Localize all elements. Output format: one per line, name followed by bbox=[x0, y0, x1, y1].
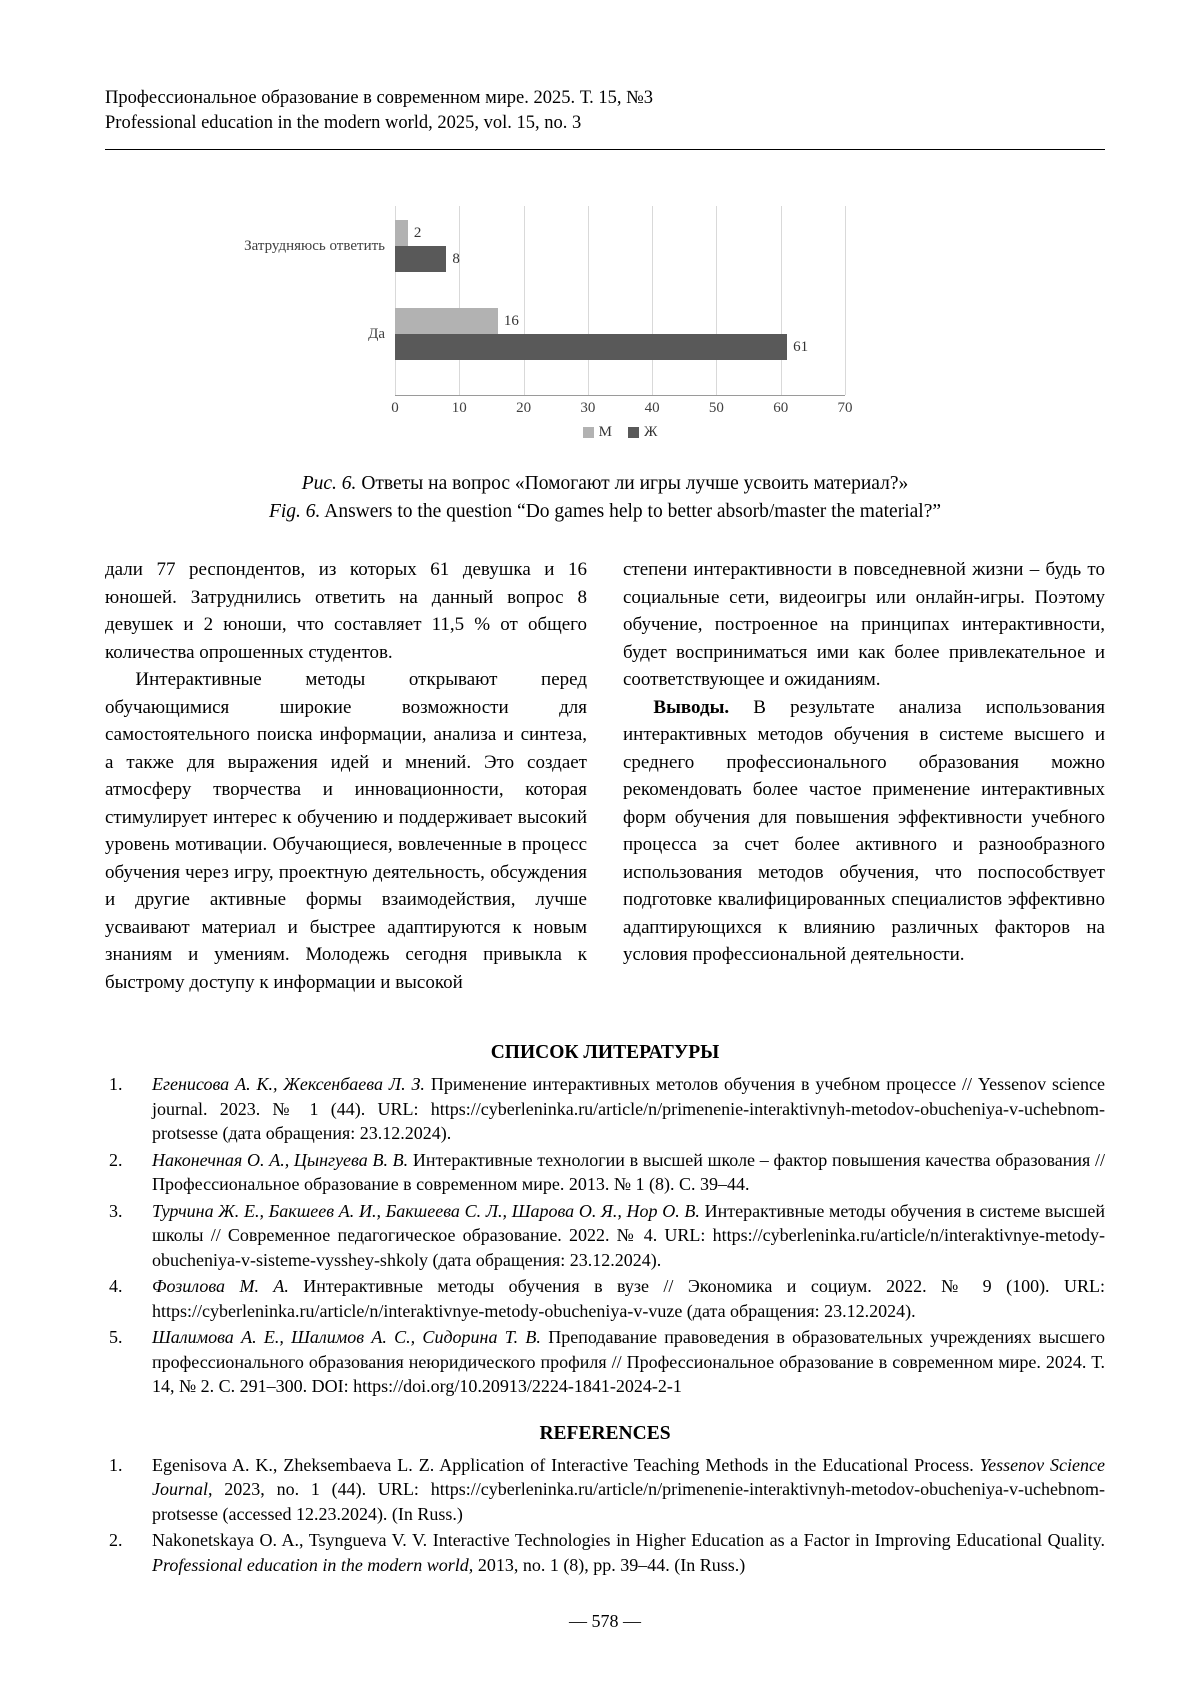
x-tick-label: 70 bbox=[837, 400, 853, 416]
paragraph: дали 77 респондентов, из которых 61 девушка и 16 юношей. Затруднились ответить на данный вопрос 8 девушек и 2 юноши, что составляет 11,5 % от общего количества опрошенных студентов. bbox=[105, 559, 587, 663]
reference-authors: Фозилова М. А. bbox=[152, 1276, 289, 1296]
reference-journal: Professional education in the modern world, bbox=[152, 1554, 474, 1575]
reference-authors: Турчина Ж. Е., Бакшеев А. И., Бакшеева С. Л., Шарова О. Я., Нор О. В. bbox=[152, 1200, 700, 1221]
reference-authors: Наконечная О. А., Цынгуева В. В. bbox=[152, 1149, 409, 1170]
reference-item bbox=[105, 1528, 1105, 1577]
bar-value-label: 2 bbox=[413, 225, 422, 241]
category-label: Затрудняюсь ответить bbox=[244, 237, 385, 254]
paragraph-conclusions: Выводы. В результате анализа использования интерактивных методов обучения в системе высшего и среднего профессионального образования можно рекомендовать более частое применение интерактивных форм обучения для повышения эффективности учебного процесса за счет более активного и разнообразного использования методов обучения, что поспособствует подготовке квалифицированных специалистов эффективно адаптирующихся к влиянию различных факторов на условия профессиональной деятельности. bbox=[623, 696, 1105, 965]
reference-number: 1. bbox=[109, 1074, 123, 1094]
reference-number: 1. bbox=[109, 1454, 123, 1475]
reference-text: Егенисова А. К., Жексенбаева Л. З. Применение интерактивных метолов обучения в учебном процессе // Yessenov science journal. 2023. № 1 (44). URL: https://cyberleninka.ru/article/n/primenenie-interaktivnyh-metodov-obucheniya-v-uchebnom-protsesse (дата обращения: 23.12.2024). bbox=[152, 1074, 1105, 1143]
reference-authors: Егенисова А. К., Жексенбаева Л. З. bbox=[152, 1074, 425, 1094]
chart-legend bbox=[395, 420, 845, 444]
reference-text: Турчина Ж. Е., Бакшеев А. И., Бакшеева С. Л., Шарова О. Я., Нор О. В. Интерактивные методы обучения в системе высшей школы // Современное педагогическое образование. 2022. № 4. URL: https://cyberleninka.ru/article/n/interaktivnye-metody-obucheniya-v-sisteme-vysshey-shkoly (дата обращения: 23.12.2024). bbox=[152, 1200, 1105, 1270]
chart-gridline bbox=[524, 206, 525, 395]
journal-title-ru: Профессиональное образование в современном мире. 2025. Т. 15, №3 bbox=[105, 88, 654, 108]
bar-value-label: 61 bbox=[793, 339, 809, 355]
chart-gridline bbox=[459, 206, 460, 395]
bar-value-label: 16 bbox=[503, 313, 519, 329]
reference-item bbox=[105, 1148, 1105, 1197]
legend-swatch-m bbox=[583, 427, 594, 438]
references-en-heading: REFERENCES bbox=[539, 1422, 671, 1444]
article-body bbox=[105, 556, 1105, 996]
journal-header bbox=[105, 86, 1105, 150]
reference-text: Шалимова А. Е., Шалимов А. С., Сидорина Т. В. Преподавание правоведения в образовательных учреждениях высшего профессионального образования неюридического профиля // Профессиональное образование в современном мире. 2024. Т. 14, № 2. С. 291–300. DOI: https://doi.org/10.20913/2224-1841-2024-2-1 bbox=[152, 1327, 1105, 1396]
references-ru-heading: СПИСОК ЛИТЕРАТУРЫ bbox=[490, 1042, 720, 1063]
body-column-right bbox=[623, 556, 1105, 996]
reference-number: 3. bbox=[109, 1200, 123, 1221]
x-tick-label: 30 bbox=[580, 400, 596, 416]
legend-swatch-zh bbox=[628, 427, 639, 438]
reference-authors: Шалимова А. Е., Шалимов А. С., Сидорина Т. В. bbox=[152, 1327, 541, 1347]
x-tick-label: 0 bbox=[391, 400, 399, 416]
reference-text: Фозилова М. А. Интерактивные методы обучения в вузе // Экономика и социум. 2022. № 9 (100). URL: https://cyberleninka.ru/article/n/interaktivnye-metody-obucheniya-v-vuze (дата обращения: 23.12.2024). bbox=[152, 1276, 1105, 1321]
chart-gridline bbox=[652, 206, 653, 395]
legend-item-m bbox=[583, 424, 612, 441]
x-tick-label: 60 bbox=[773, 400, 789, 416]
references-ru-list bbox=[105, 1072, 1105, 1399]
x-tick-label: 40 bbox=[644, 400, 660, 416]
legend-label-zh: Ж bbox=[643, 423, 658, 440]
reference-item bbox=[105, 1453, 1105, 1527]
paragraph: степени интерактивности в повседневной жизни – будь то социальные сети, видеоигры или онлайн-игры. Поэтому обучение, построенное на принципах интерактивности, будет восприниматься ими как более привлекательное и соответствующее и ожиданиям. bbox=[623, 559, 1105, 690]
reference-number: 2. bbox=[109, 1530, 123, 1550]
chart-gridline bbox=[716, 206, 717, 395]
reference-item bbox=[105, 1072, 1105, 1146]
reference-text: Nakonetskaya O. A., Tsyngueva V. V. Interactive Technologies in Higher Education as a Factor in Improving Educational Quality. Professional education in the modern world, 2013, no. 1 (8), pp. 39–44. (In Russ.) bbox=[152, 1530, 1105, 1575]
reference-number: 5. bbox=[109, 1327, 123, 1347]
page-number: — 578 — bbox=[569, 1611, 641, 1631]
bar-М-0 bbox=[395, 220, 408, 246]
figure-6-chart bbox=[235, 206, 853, 444]
references-en-list bbox=[105, 1453, 1105, 1578]
bar-Ж-1 bbox=[395, 334, 787, 360]
reference-item bbox=[105, 1325, 1105, 1399]
reference-text: Наконечная О. А., Цынгуева В. В. Интерактивные технологии в высшей школе – фактор повышения качества образования // Профессиональное образование в современном мире. 2013. № 1 (8). С. 39–44. bbox=[152, 1149, 1106, 1194]
paragraph: Интерактивные методы открывают перед обучающимися широкие возможности для самостоятельного поиска информации, анализа и синтеза, а также для выражения идей и мнений. Это создает атмосферу творчества и инновационности, которая стимулирует интерес к обучению и поддерживает высокий уровень мотивации. Обучающиеся, вовлеченные в процесс обучения через игру, проектную деятельность, обсуждения и другие активные формы взаимодействия, лучше усваивают материал и быстрее адаптируются к новым знаниям и умениям. Молодежь сегодня привыкла к быстрому доступу к информации и высокой bbox=[105, 669, 587, 993]
figure-caption-en: Fig. 6. Answers to the question “Do games help to better absorb/master the material?” bbox=[268, 501, 942, 522]
bar-М-1 bbox=[395, 308, 498, 334]
journal-title-en: Professional education in the modern world, 2025, vol. 15, no. 3 bbox=[105, 113, 582, 133]
bar-value-label: 8 bbox=[452, 251, 460, 267]
category-label: Да bbox=[368, 325, 385, 342]
reference-number: 4. bbox=[109, 1276, 123, 1296]
chart-gridline bbox=[781, 206, 782, 395]
chart-category-labels bbox=[235, 206, 395, 396]
reference-item bbox=[105, 1274, 1105, 1323]
chart-gridline bbox=[588, 206, 589, 395]
reference-number: 2. bbox=[109, 1149, 123, 1170]
reference-journal: Yessenov Science Journal bbox=[152, 1454, 1105, 1499]
x-tick-label: 10 bbox=[451, 400, 467, 416]
legend-item-zh bbox=[628, 424, 657, 441]
x-tick-label: 50 bbox=[708, 400, 724, 416]
figure-label-en: Fig. 6. bbox=[268, 501, 321, 522]
chart-plot-area bbox=[395, 206, 845, 396]
legend-label-m: М bbox=[598, 423, 612, 440]
body-column-left bbox=[105, 556, 587, 996]
chart-gridline bbox=[845, 206, 846, 395]
header-rule bbox=[105, 149, 1105, 150]
chart-plot-wrap bbox=[235, 206, 845, 396]
reference-text: Egenisova A. K., Zheksembaeva L. Z. Application of Interactive Teaching Methods in the Educational Process. Yessenov Science Journal, 2023, no. 1 (44). URL: https://cyberleninka.ru/article/n/primenenie-interaktivnyh-metodov-obucheniya-v-uchebnom-protsesse (accessed 12.23.2024). (In Russ.) bbox=[152, 1454, 1105, 1524]
chart-x-axis-ticks bbox=[391, 396, 853, 420]
figure-caption-ru: Рис. 6. Ответы на вопрос «Помогают ли игры лучше усвоить материал?» bbox=[301, 473, 909, 494]
reference-item bbox=[105, 1199, 1105, 1273]
figure-label-ru: Рис. 6. bbox=[301, 473, 357, 494]
figure-caption bbox=[105, 470, 1105, 526]
conclusions-lead: Выводы. bbox=[653, 696, 730, 718]
x-tick-label: 20 bbox=[516, 400, 532, 416]
bar-Ж-0 bbox=[395, 246, 446, 272]
